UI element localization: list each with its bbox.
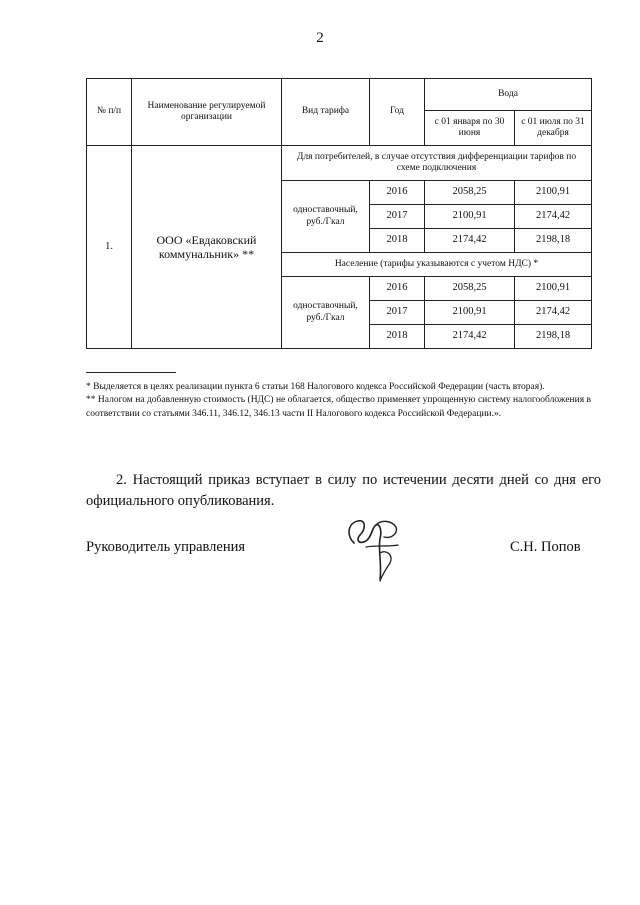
year-cell: 2018 — [370, 229, 425, 253]
year-cell: 2016 — [370, 277, 425, 301]
tariff-table — [86, 78, 592, 349]
footnote-1: * Выделяется в целях реализации пункта 6 статьи 168 Налогового кодекса Российской Федерации (часть вторая). — [86, 382, 545, 392]
header-period-2: с 01 июля по 31 декабря — [515, 111, 592, 146]
footnotes — [86, 381, 591, 421]
section-title: Для потребителей, в случае отсутствия дифференциации тарифов по схеме подключения — [282, 146, 592, 181]
value-h1-cell: 2174,42 — [425, 229, 515, 253]
tariff-type-cell: одноставочный, руб./Гкал — [282, 181, 370, 253]
organization-name: ООО «Евдаковский коммунальник» ** — [132, 146, 282, 349]
value-h1-cell: 2058,25 — [425, 181, 515, 205]
value-h1-cell: 2100,91 — [425, 301, 515, 325]
header-period-1: с 01 января по 30 июня — [425, 111, 515, 146]
header-year: Год — [370, 79, 425, 146]
value-h2-cell: 2198,18 — [515, 229, 592, 253]
footnote-divider — [86, 372, 176, 373]
value-h2-cell: 2174,42 — [515, 205, 592, 229]
value-h1-cell: 2174,42 — [425, 325, 515, 349]
signatory-name: С.Н. Попов — [510, 539, 581, 555]
value-h2-cell: 2174,42 — [515, 301, 592, 325]
value-h2-cell: 2100,91 — [515, 277, 592, 301]
clause-paragraph: 2. Настоящий приказ вступает в силу по истечении десяти дней со дня его официального опубликования. — [86, 472, 601, 510]
section-title-row — [87, 146, 592, 181]
header-tariff-type: Вид тарифа — [282, 79, 370, 146]
value-h2-cell: 2198,18 — [515, 325, 592, 349]
year-cell: 2016 — [370, 181, 425, 205]
year-cell: 2017 — [370, 301, 425, 325]
section-title: Население (тарифы указываются с учетом НДС) * — [282, 253, 592, 277]
value-h1-cell: 2100,91 — [425, 205, 515, 229]
header-org-name: Наименование регулируемой организации — [132, 79, 282, 146]
signatory-position: Руководитель управления — [86, 539, 246, 555]
header-num: № п/п — [87, 79, 132, 146]
page-number: 2 — [316, 30, 324, 46]
year-cell: 2017 — [370, 205, 425, 229]
tariff-type-cell: одноставочный, руб./Гкал — [282, 277, 370, 349]
header-water: Вода — [425, 79, 592, 111]
value-h2-cell: 2100,91 — [515, 181, 592, 205]
footnote-2: ** Налогом на добавленную стоимость (НДС) не облагается, общество применяет упрощенную систему налогообложения в соответствии со статьями 346.11, 346.12, 346.13 части II Налогового кодекса Российской Федерации.». — [86, 395, 591, 419]
handwritten-signature — [336, 505, 416, 585]
row-number: 1. — [87, 146, 132, 349]
table-header-row — [87, 79, 592, 111]
year-cell: 2018 — [370, 325, 425, 349]
value-h1-cell: 2058,25 — [425, 277, 515, 301]
